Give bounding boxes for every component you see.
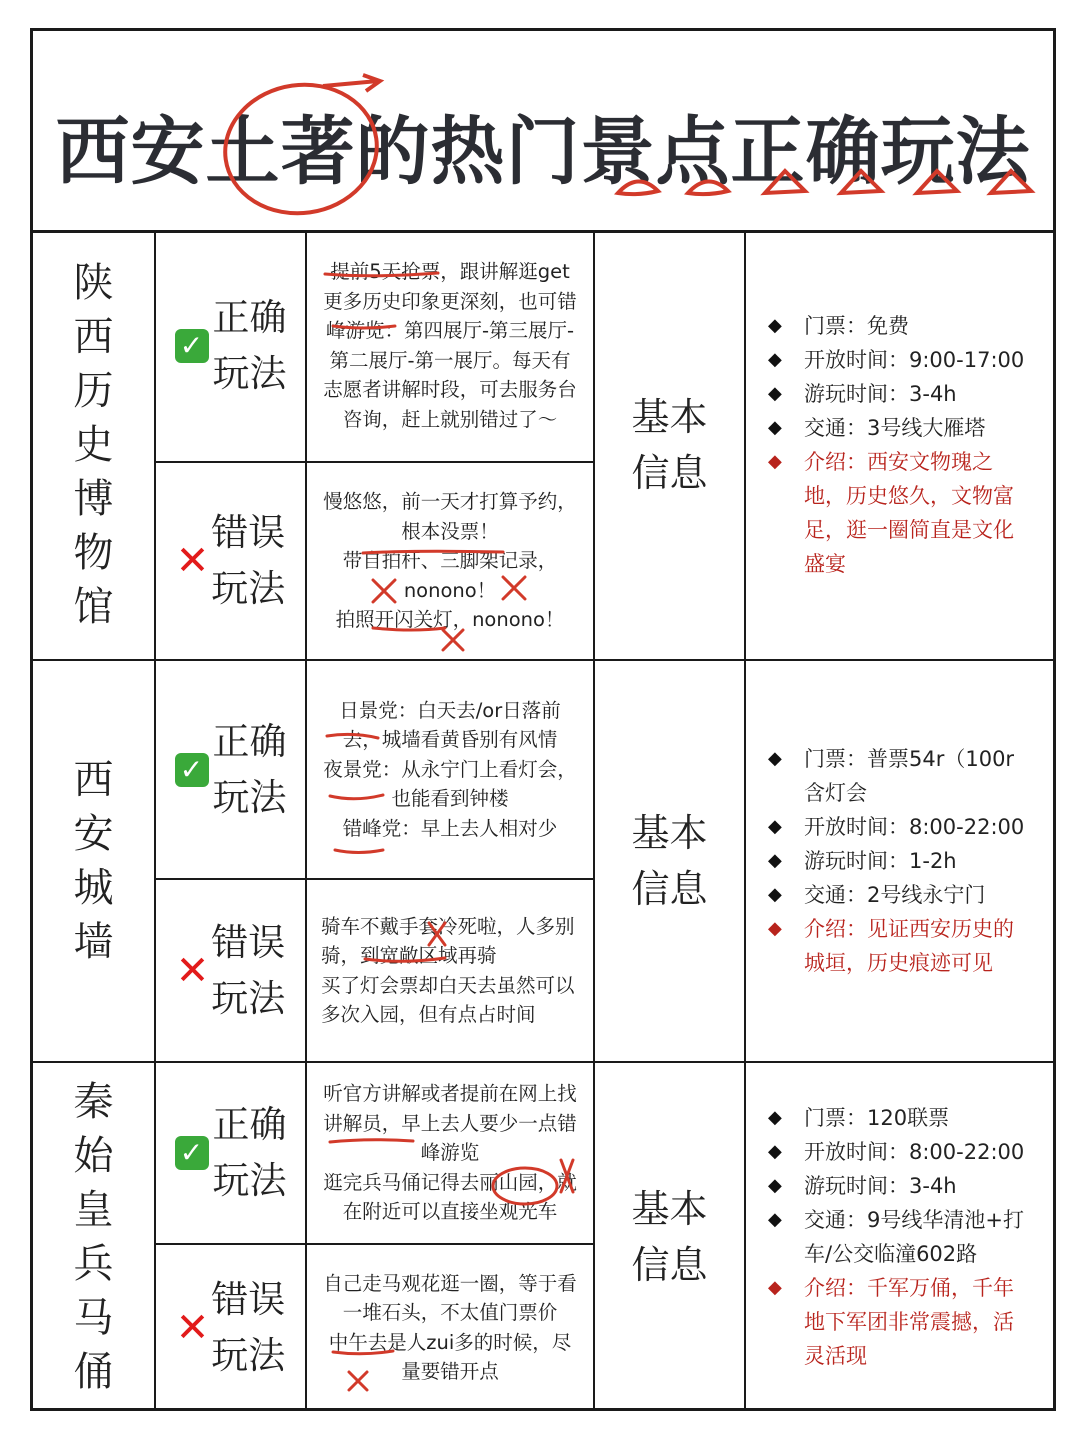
wrong-label: ✕ 错误玩法: [156, 1245, 307, 1410]
info-item: ◆ 交通：2号线永宁门: [768, 878, 1033, 912]
correct-label: ✓ 正确玩法: [156, 1063, 307, 1245]
attraction-name: 秦始皇兵马俑: [33, 1063, 156, 1410]
check-mark-icon: ✓: [175, 753, 209, 787]
check-mark-icon: ✓: [175, 1136, 209, 1170]
page-frame: [30, 28, 1056, 1411]
intro-item: ◆ 介绍：见证西安历史的城垣，历史痕迹可见: [768, 912, 1033, 980]
info-item: ◆ 开放时间：8:00-22:00: [768, 1135, 1033, 1169]
info-item: ◆ 游玩时间：1-2h: [768, 844, 1033, 878]
info-item: ◆ 开放时间：9:00-17:00: [768, 343, 1033, 377]
basic-info-panel: [746, 661, 1053, 1063]
info-item: ◆ 开放时间：8:00-22:00: [768, 810, 1033, 844]
attraction-name: 西安城墙: [33, 661, 156, 1063]
check-mark-icon: ✓: [175, 329, 209, 363]
correct-description: 提前5天抢票，跟讲解逛get更多历史印象更深刻，也可错峰游览：第四展厅-第三展厅-第二展厅-第一展厅。每天有志愿者讲解时段，可去服务台咨询，赶上就别错过了～: [307, 230, 595, 463]
basic-info-label: 基本信息: [595, 661, 746, 1063]
diamond-bullet-icon: ◆: [768, 1208, 782, 1230]
diamond-bullet-icon: ◆: [768, 450, 782, 472]
diamond-bullet-icon: ◆: [768, 314, 782, 336]
diamond-bullet-icon: ◆: [768, 1174, 782, 1196]
info-item: ◆ 门票：120联票: [768, 1101, 1033, 1135]
wrong-description: 慢悠悠，前一天才打算予约，根本没票！ 带自拍杆、三脚架记录，nonono！ 拍照开闪关灯，nonono！: [307, 463, 595, 661]
diamond-bullet-icon: ◆: [768, 850, 782, 871]
info-item: ◆ 门票：免费: [768, 309, 1033, 343]
diamond-bullet-icon: ◆: [768, 816, 782, 837]
intro-item: ◆ 介绍：千军万俑，千年地下军团非常震撼，活灵活现: [768, 1271, 1033, 1373]
info-item: ◆ 游玩时间：3-4h: [768, 1169, 1033, 1203]
info-list: [768, 1101, 1033, 1373]
cross-mark-icon: ✕: [175, 947, 210, 994]
cross-mark-icon: ✕: [175, 1304, 210, 1351]
diamond-bullet-icon: ◆: [768, 1140, 782, 1162]
diamond-bullet-icon: ◆: [768, 348, 782, 370]
arrow-annotation-mark: [323, 75, 380, 91]
basic-info-panel: [746, 1063, 1053, 1410]
correct-label: ✓ 正确玩法: [156, 230, 307, 463]
diamond-bullet-icon: ◆: [768, 918, 782, 939]
basic-info-panel: [746, 230, 1053, 661]
title-box: [33, 31, 1053, 233]
diamond-bullet-icon: ◆: [768, 382, 782, 404]
wrong-label: ✕ 错误玩法: [156, 463, 307, 661]
diamond-bullet-icon: ◆: [768, 1276, 782, 1298]
wrong-label: ✕ 错误玩法: [156, 880, 307, 1063]
correct-description: 日景党：白天去/or日落前去，城墙看黄昏别有风情 夜景党：从永宁门上看灯会，也能看到钟楼 错峰党：早上去人相对少: [307, 661, 595, 880]
correct-description: 听官方讲解或者提前在网上找讲解员，早上去人要少一点错峰游览 逛完兵马俑记得去丽山园，就在附近可以直接坐观光车: [307, 1063, 595, 1245]
page-title: 西安土著的热门景点正确玩法: [55, 109, 1031, 195]
attraction-name: 陕西历史博物馆: [33, 230, 156, 661]
basic-info-label: 基本信息: [595, 1063, 746, 1410]
diamond-bullet-icon: ◆: [768, 416, 782, 438]
wrong-description: 自己走马观花逛一圈，等于看一堆石头，不太值门票价 中午去是人zui多的时候，尽量要错开点: [307, 1245, 595, 1410]
info-item: ◆ 游玩时间：3-4h: [768, 377, 1033, 411]
cross-mark-icon: ✕: [175, 538, 210, 584]
info-list: [768, 742, 1033, 980]
info-item: ◆ 交通：9号线华清池+打车/公交临潼602路: [768, 1203, 1033, 1271]
info-item: ◆ 门票：普票54r（100r含灯会: [768, 742, 1033, 810]
diamond-bullet-icon: ◆: [768, 748, 782, 769]
intro-item: ◆ 介绍：西安文物瑰之地，历史悠久，文物富足，逛一圈简直是文化盛宴: [768, 445, 1033, 581]
diamond-bullet-icon: ◆: [768, 1106, 782, 1128]
correct-label: ✓ 正确玩法: [156, 661, 307, 880]
wrong-description: 骑车不戴手套冷死啦，人多别骑，到宽敞区域再骑 买了灯会票却白天去虽然可以多次入园，但有点占时间: [307, 880, 595, 1063]
info-list: [768, 309, 1033, 581]
info-item: ◆ 交通：3号线大雁塔: [768, 411, 1033, 445]
diamond-bullet-icon: ◆: [768, 884, 782, 905]
basic-info-label: 基本信息: [595, 230, 746, 661]
